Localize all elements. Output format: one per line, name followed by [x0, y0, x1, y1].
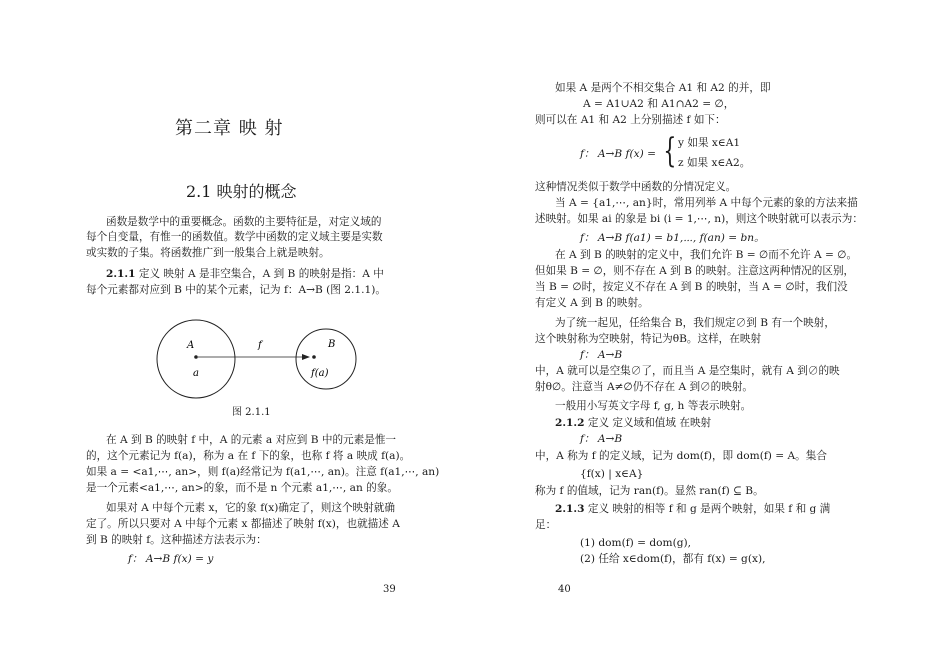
label-set-b: B [328, 339, 336, 350]
intro-line: 每个自变量，有惟一的函数值。数学中函数的定义域主要是实数 [86, 231, 383, 243]
definition-text: 定义 映射 A 是非空集合，A 到 B 的映射是指：A 中 [138, 268, 384, 280]
enumeration-formula: f： A→B f(a1) = b1,⋯, f(an) = bn。 [580, 232, 765, 244]
intro-line: 函数是数学中的重要概念。函数的主要特征是，对定义域的 [106, 216, 382, 228]
definition-2-1-3 [555, 502, 830, 516]
paragraph-line: 是一个元素<a1,⋯, an>的象，而不是 n 个元素 a1,⋯, an 的象。 [86, 482, 398, 494]
text-line: 在 A 到 B 的映射的定义中，我们允许 B = ∅而不允许 A = ∅。 [555, 249, 858, 261]
text-line: 中，A 就可以是空集∅了，而且当 A 是空集时，就有 A 到∅的映 [535, 365, 840, 377]
piecewise-case-1: y 如果 x∈A1 [678, 137, 741, 149]
text-line: 当 A = {a1,⋯, an}时，常用列举 A 中每个元素的象的方法来描 [555, 197, 858, 209]
set-b-circle [296, 329, 356, 389]
piecewise-case-2: z 如果 x∈A2。 [678, 157, 751, 169]
text-line: 中，A 称为 f 的定义域，记为 dom(f)，即 dom(f) = A。集合 [535, 450, 827, 462]
page-number-left: 39 [383, 584, 396, 595]
label-f: f [258, 340, 262, 351]
text-line: 如果 A 是两个不相交集合 A1 和 A2 的并，即 [555, 82, 771, 94]
text-line: 为了统一起见，任给集合 B，我们规定∅到 B 有一个映射， [555, 317, 835, 329]
text-line: 一般用小写英文字母 f, g, h 等表示映射。 [555, 400, 752, 412]
label-fa: f(a) [311, 368, 329, 379]
condition-1: (1) dom(f) = dom(g), [580, 537, 691, 549]
paragraph-line: 定了。所以只要对 A 中每个元素 x 都描述了映射 f(x)，也就描述 A [86, 518, 400, 530]
chapter-title: 第二章 映 射 [175, 118, 284, 139]
text-line: 则可以在 A1 和 A2 上分别描述 f 如下： [535, 114, 726, 126]
figure-caption: 图 2.1.1 [232, 407, 271, 418]
definition-number: 2.1.2 [555, 417, 585, 429]
element-a-dot [194, 355, 198, 359]
union-formula: A = A1∪A2 和 A1∩A2 = ∅， [583, 98, 735, 110]
text-line: 述映射。如果 ai 的象是 bi (i = 1,⋯, n)，则这个映射就可以表示为： [535, 213, 863, 225]
mapping-diagram [150, 318, 370, 403]
definition-number: 2.1.1 [106, 268, 136, 280]
definition-text: 定义 定义域和值域 在映射 [587, 417, 712, 429]
paragraph-line: 如果 a = <a1,⋯, an>，则 f(a)经常记为 f(a1,⋯, an)。注意 f(a1,⋯, an) [86, 466, 440, 478]
mapping-arrowhead [302, 354, 310, 360]
paragraph-line: 在 A 到 B 的映射 f 中，A 的元素 a 对应到 B 中的元素是惟一 [106, 434, 397, 446]
text-line: 足： [535, 519, 557, 531]
text-line: 当 B = ∅时，按定义不存在 A 到 B 的映射，当 A = ∅时，我们没 [535, 281, 848, 293]
mapping-formula: f： A→B [580, 349, 623, 361]
range-set-formula: {f(x) | x∈A} [580, 468, 644, 480]
page-number-right: 40 [558, 584, 571, 595]
text-line: 这种情况类似于数学中函数的分情况定义。 [535, 181, 737, 193]
label-a: a [193, 368, 199, 379]
piecewise-lhs: f： A→B f(x) = [580, 148, 656, 160]
brace-symbol: { [663, 131, 677, 171]
definition-text: 定义 映射的相等 f 和 g 是两个映射，如果 f 和 g 满 [587, 503, 831, 515]
section-title: 2.1 映射的概念 [186, 182, 297, 201]
set-a-circle [157, 320, 235, 398]
right-page [475, 0, 950, 672]
text-line: 这个映射称为空映射，特记为θB。这样，在映射 [535, 333, 762, 345]
text-line: 称为 f 的值域，记为 ran(f)。显然 ran(f) ⊆ B。 [535, 485, 764, 497]
definition-number: 2.1.3 [555, 503, 585, 515]
element-fa-dot [312, 355, 316, 359]
condition-2: (2) 任给 x∈dom(f)，都有 f(x) = g(x), [580, 553, 766, 565]
text-line: 射θ∅。注意当 A≠∅仍不存在 A 到∅的映射。 [535, 381, 754, 393]
text-line: 有定义 A 到 B 的映射。 [535, 297, 649, 309]
definition-2-1-2 [555, 416, 711, 430]
mapping-formula: f： A→B [580, 433, 623, 445]
text-line: 但如果 B = ∅，则不存在 A 到 B 的映射。注意这两种情况的区别， [535, 265, 855, 277]
paragraph-line: 到 B 的映射 f。这种描述方法表示为： [86, 534, 267, 546]
paragraph-line: 的，这个元素记为 f(a)，称为 a 在 f 下的象，也称 f 将 a 映成 f(a)。 [86, 450, 411, 462]
paragraph-line: 如果对 A 中每个元素 x，它的象 f(x)确定了，则这个映射就确 [106, 502, 395, 514]
definition-line: 每个元素都对应到 B 中的某个元素，记为 f：A→B (图 2.1.1)。 [86, 284, 386, 296]
mapping-formula: f： A→B f(x) = y [128, 553, 214, 565]
definition-2-1-1 [106, 267, 384, 281]
intro-line: 或实数的子集。将函数推广到一般集合上就是映射。 [86, 247, 330, 259]
label-set-a: A [187, 340, 195, 351]
